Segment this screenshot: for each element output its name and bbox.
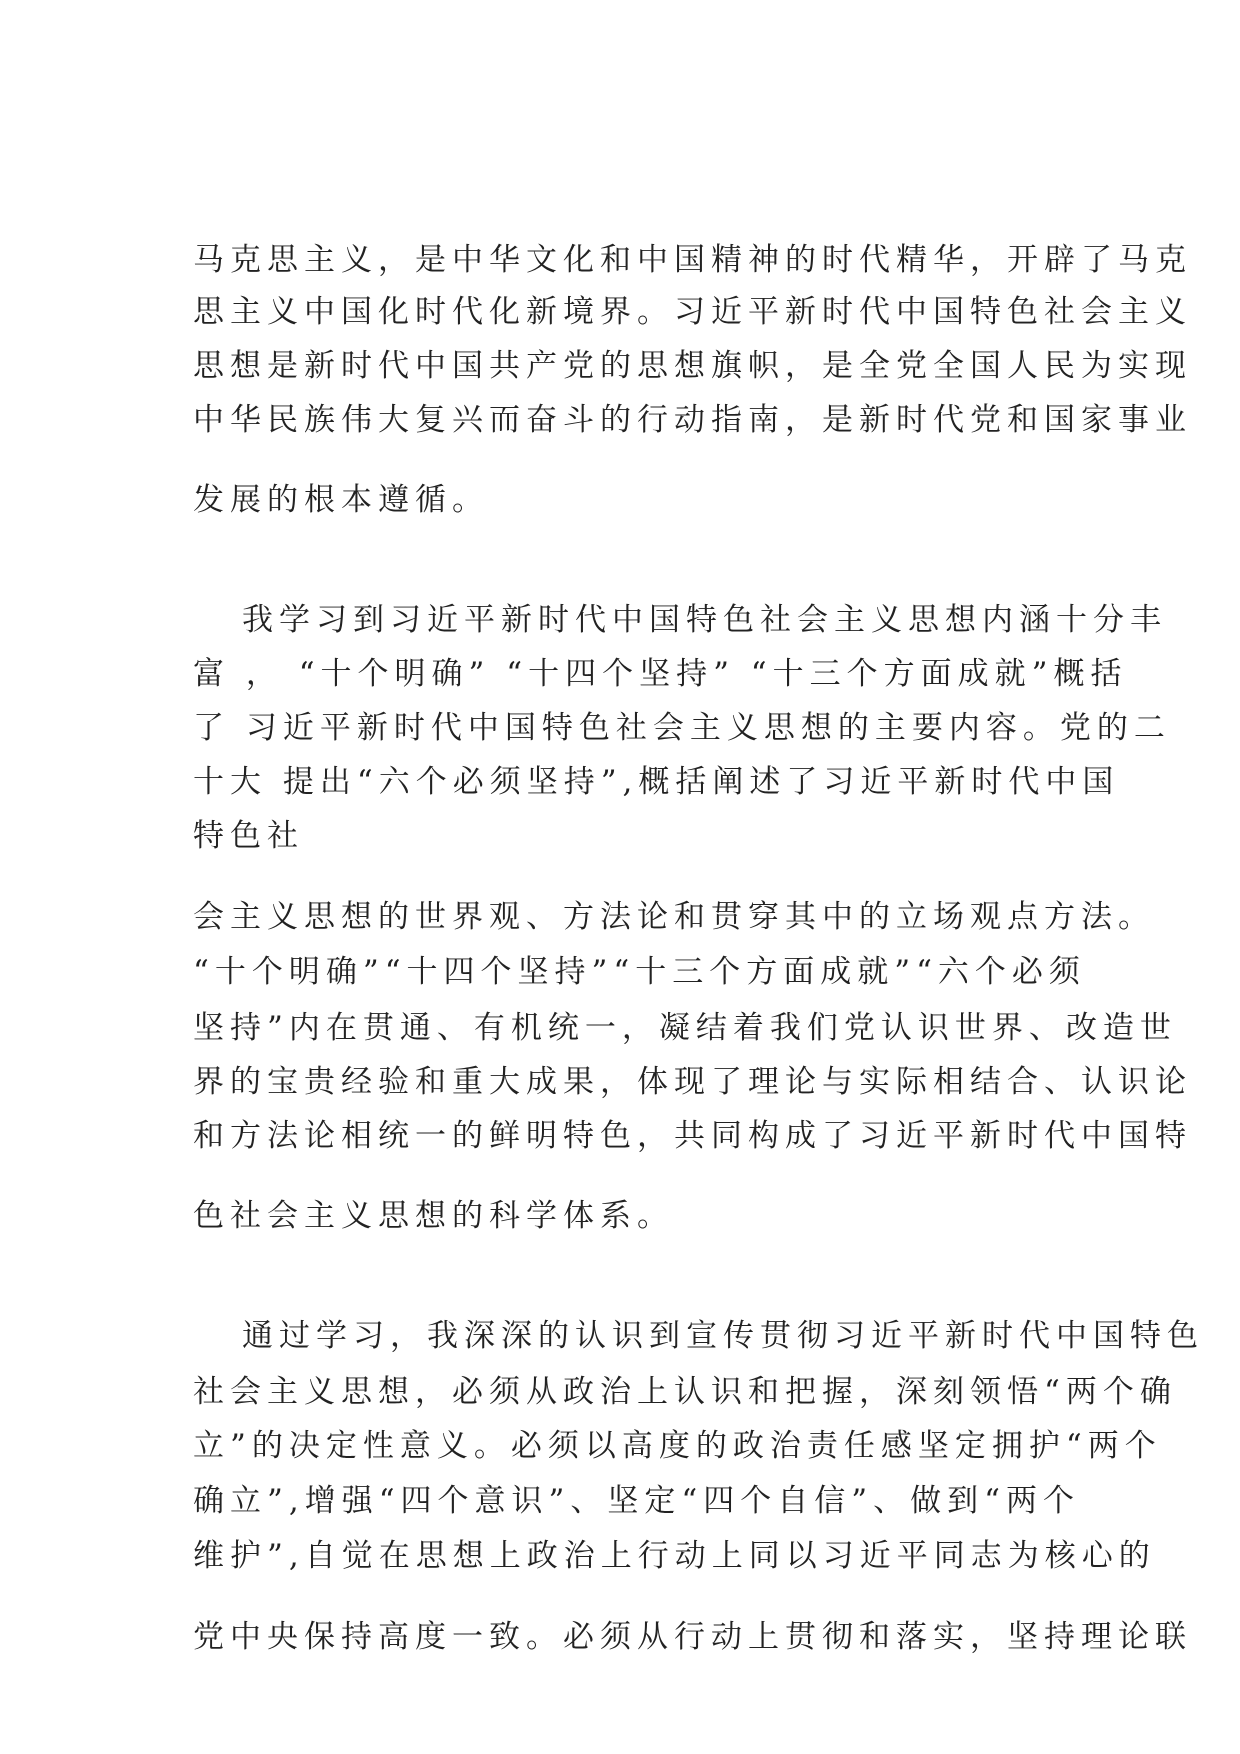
text-line: 发展的根本遵循。 bbox=[193, 482, 489, 518]
text-line: “十个明确”“十四个坚持”“十三个方面成就”“六个必须 bbox=[193, 954, 1086, 990]
paragraph-start-line: 我学习到习近平新时代中国特色社会主义思想内涵十分丰 bbox=[242, 602, 1167, 638]
text-line: 界的宝贵经验和重大成果，体现了理论与实际相结合、认识论 bbox=[193, 1064, 1192, 1100]
text-line: 确立”,增强“四个意识”、坚定“四个自信”、做到“两个 bbox=[193, 1483, 1080, 1519]
text-line: 马克思主义，是中华文化和中国精神的时代精华，开辟了马克 bbox=[193, 242, 1192, 278]
text-line: 立”的决定性意义。必须以高度的政治责任感坚定拥护“两个 bbox=[193, 1428, 1162, 1464]
text-line: 社会主义思想，必须从政治上认识和把握，深刻领悟“两个确 bbox=[193, 1374, 1177, 1410]
text-line: 和方法论相统一的鲜明特色，共同构成了习近平新时代中国特 bbox=[193, 1118, 1192, 1154]
text-line: 中华民族伟大复兴而奋斗的行动指南，是新时代党和国家事业 bbox=[193, 402, 1192, 438]
text-line: 色社会主义思想的科学体系。 bbox=[193, 1198, 674, 1234]
text-line: 党中央保持高度一致。必须从行动上贯彻和落实，坚持理论联 bbox=[193, 1619, 1192, 1655]
text-line: 思想是新时代中国共产党的思想旗帜，是全党全国人民为实现 bbox=[193, 348, 1192, 384]
text-line: 坚持”内在贯通、有机统一，凝结着我们党认识世界、改造世 bbox=[193, 1010, 1177, 1046]
text-line: 会主义思想的世界观、方法论和贯穿其中的立场观点方法。 bbox=[193, 899, 1155, 935]
text-line: 维护”,自觉在思想上政治上行动上同以习近平同志为核心的 bbox=[193, 1538, 1156, 1574]
text-line: 特色社 bbox=[193, 818, 304, 854]
text-line: 富 ， “十个明确” “十四个坚持” “十三个方面成就”概括 bbox=[193, 656, 1128, 692]
paragraph-start-line: 通过学习，我深深的认识到宣传贯彻习近平新时代中国特色 bbox=[242, 1318, 1204, 1354]
text-line: 了 习近平新时代中国特色社会主义思想的主要内容。党的二 bbox=[193, 710, 1171, 746]
text-line: 思主义中国化时代化新境界。习近平新时代中国特色社会主义 bbox=[193, 294, 1192, 330]
text-line: 十大 提出“六个必须坚持”,概括阐述了习近平新时代中国 bbox=[193, 764, 1120, 800]
